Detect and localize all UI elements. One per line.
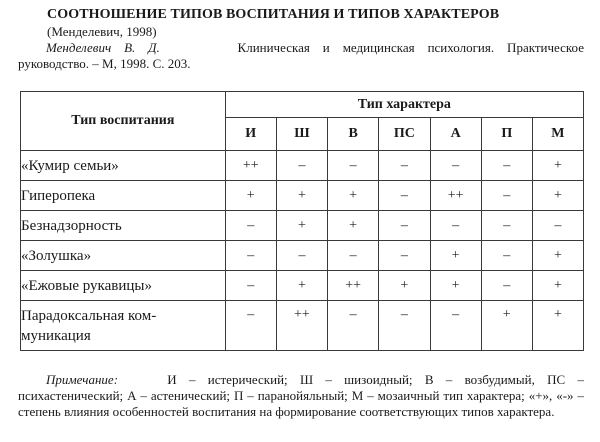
table-cell: – [328,301,379,351]
table-cell: + [430,241,481,271]
table-cell: – [379,301,430,351]
group-header: Тип характера [225,92,583,118]
document-title: СООТНОШЕНИЕ ТИПОВ ВОСПИТАНИЯ И ТИПОВ ХАРАКТЕРОВ [47,7,500,22]
reference-author: Менделевич В. Д. [46,40,160,55]
table-cell: – [379,241,430,271]
table-cell: + [276,181,327,211]
document-subtitle: (Менделевич, 1998) [47,24,157,39]
row-label: Гиперопека [21,181,226,211]
table-cell: – [430,211,481,241]
row-label-line-1: Парадоксальная ком- [21,307,157,324]
table-row [21,271,584,301]
table-row [21,211,584,241]
table-row [21,181,584,211]
table-cell: + [532,271,583,301]
table-cell: – [430,151,481,181]
table-cell: – [532,211,583,241]
table-cell: – [225,241,276,271]
row-label: Безнадзорность [21,211,226,241]
table-cell: + [481,301,532,351]
reference-line-1 [18,40,584,56]
table-cell: – [481,271,532,301]
table-cell: + [430,271,481,301]
table-cell: + [532,241,583,271]
column-header: М [532,118,583,151]
note-text-rest: психастенический; А – астенический; П – паранойяльный; М – мозаичный тип характера; «+», «-» – степень влияния особенностей воспитания на формирование соответствующих типов характера. [18,388,584,419]
column-header: И [225,118,276,151]
table-cell: – [225,301,276,351]
table-note [18,372,584,420]
table-cell: – [379,151,430,181]
reference-work: Клиническая и медицинская психология. Практическое [237,40,584,55]
table-cell: – [481,181,532,211]
table-cell: + [276,211,327,241]
table-cell: + [276,271,327,301]
reference-line-2: руководство. – М, 1998. С. 203. [18,56,191,71]
table-cell: – [481,211,532,241]
reference [18,40,584,72]
column-header: Ш [276,118,327,151]
table-cell: – [481,151,532,181]
table-row [21,301,584,351]
table-cell: – [481,241,532,271]
table-cell: – [225,271,276,301]
column-header: ПС [379,118,430,151]
table-cell: + [532,181,583,211]
table-cell: ++ [225,151,276,181]
column-header: П [481,118,532,151]
table-cell: ++ [430,181,481,211]
table-cell: + [328,181,379,211]
table-cell: ++ [276,301,327,351]
table-cell: – [328,241,379,271]
row-header: Тип воспитания [21,92,226,151]
table-cell: + [379,271,430,301]
upbringing-character-table [20,91,584,351]
row-label-line-2: муникация [21,327,91,344]
table-cell: – [379,181,430,211]
row-label: «Золушка» [21,241,226,271]
table-cell: – [276,151,327,181]
table-row [21,151,584,181]
row-label [21,301,226,351]
note-line-1 [18,372,584,388]
table-row [21,241,584,271]
table-cell: + [225,181,276,211]
note-text-1: И – истерический; Ш – шизоидный; В – возбудимый, ПС – [167,372,584,387]
table-cell: + [532,301,583,351]
table-cell: + [532,151,583,181]
column-header: А [430,118,481,151]
note-label: Примечание: [46,372,119,387]
table-cell: + [328,211,379,241]
table-cell: – [379,211,430,241]
row-label: «Ежовые рукавицы» [21,271,226,301]
table-cell: – [276,241,327,271]
column-header: В [328,118,379,151]
table-cell: ++ [328,271,379,301]
table-cell: – [225,211,276,241]
table-cell: – [328,151,379,181]
table-cell: – [430,301,481,351]
row-label: «Кумир семьи» [21,151,226,181]
